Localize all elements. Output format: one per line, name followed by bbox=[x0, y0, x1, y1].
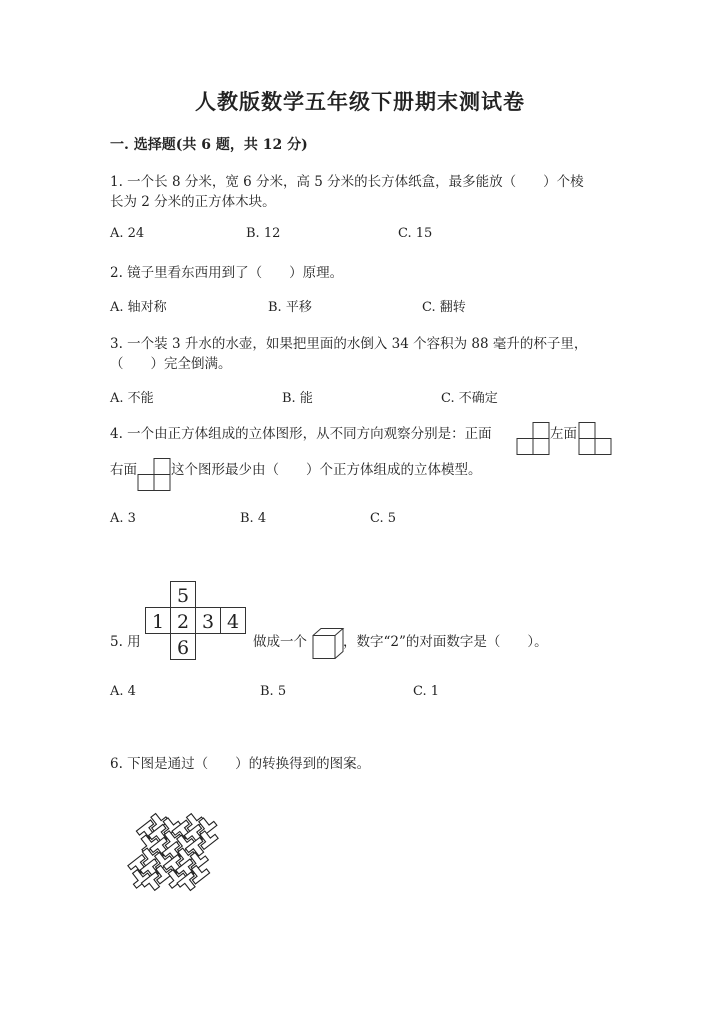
q3-line1: 3. 一个装 3 升水的水壶，如果把里面的水倒入 34 个容积为 88 毫升的杯子里， bbox=[110, 336, 588, 352]
right-view-figure bbox=[137, 458, 171, 492]
q2-option-c: C. 翻转 bbox=[422, 300, 466, 315]
q6-line1: 6. 下图是通过（ ）的转换得到的图案。 bbox=[110, 756, 371, 772]
page-title: 人教版数学五年级下册期末测试卷 bbox=[195, 89, 525, 114]
q1-line1: 1. 一个长 8 分米，宽 6 分米，高 5 分米的长方体纸盒，最多能放（ ）个棱 bbox=[110, 174, 584, 190]
q1-line2: 长为 2 分米的正方体木块。 bbox=[110, 194, 276, 210]
cube-net-figure bbox=[145, 581, 247, 661]
section-heading: 一. 选择题(共 6 题，共 12 分) bbox=[110, 137, 308, 153]
q4-option-a: A. 3 bbox=[110, 511, 136, 526]
q3-option-b: B. 能 bbox=[282, 391, 313, 406]
q2-option-a: A. 轴对称 bbox=[110, 300, 167, 315]
net-face-6: 6 bbox=[176, 637, 190, 659]
q3-option-c: C. 不确定 bbox=[441, 391, 498, 406]
q3-line2: （ ）完全倒满。 bbox=[110, 356, 232, 372]
q2-option-b: B. 平移 bbox=[268, 300, 312, 315]
q5-suffix: ，数字“2”的对面数字是（ ）。 bbox=[343, 634, 548, 650]
q1-option-a: A. 24 bbox=[110, 226, 145, 241]
net-face-2: 2 bbox=[176, 611, 190, 633]
q4-option-c: C. 5 bbox=[370, 511, 397, 526]
rotated-tile-pattern bbox=[108, 800, 238, 904]
net-face-5: 5 bbox=[176, 585, 190, 607]
q4-line1: 4. 一个由正方体组成的立体图形，从不同方向观察分别是：正面 bbox=[110, 426, 492, 442]
q5-option-a: A. 4 bbox=[110, 684, 136, 699]
q4-line2: 这个图形最少由（ ）个正方体组成的立体模型。 bbox=[171, 462, 482, 478]
cube-figure bbox=[312, 627, 344, 661]
net-face-1: 1 bbox=[151, 611, 165, 633]
q1-option-b: B. 12 bbox=[246, 226, 281, 241]
q4-label-left-view: 左面 bbox=[550, 426, 577, 442]
q5-option-c: C. 1 bbox=[413, 684, 440, 699]
q5-middle: 做成一个 bbox=[253, 634, 307, 650]
q3-option-a: A. 不能 bbox=[110, 391, 154, 406]
q5-prefix: 5. 用 bbox=[110, 634, 141, 650]
q4-label-right-view: 右面 bbox=[110, 462, 137, 478]
net-face-3: 3 bbox=[201, 611, 215, 633]
q5-option-b: B. 5 bbox=[260, 684, 287, 699]
q4-option-b: B. 4 bbox=[240, 511, 267, 526]
left-view-figure bbox=[578, 422, 612, 456]
net-face-4: 4 bbox=[226, 611, 240, 633]
front-view-figure bbox=[516, 422, 550, 456]
q2-line1: 2. 镜子里看东西用到了（ ）原理。 bbox=[110, 265, 344, 281]
q1-option-c: C. 15 bbox=[398, 226, 433, 241]
